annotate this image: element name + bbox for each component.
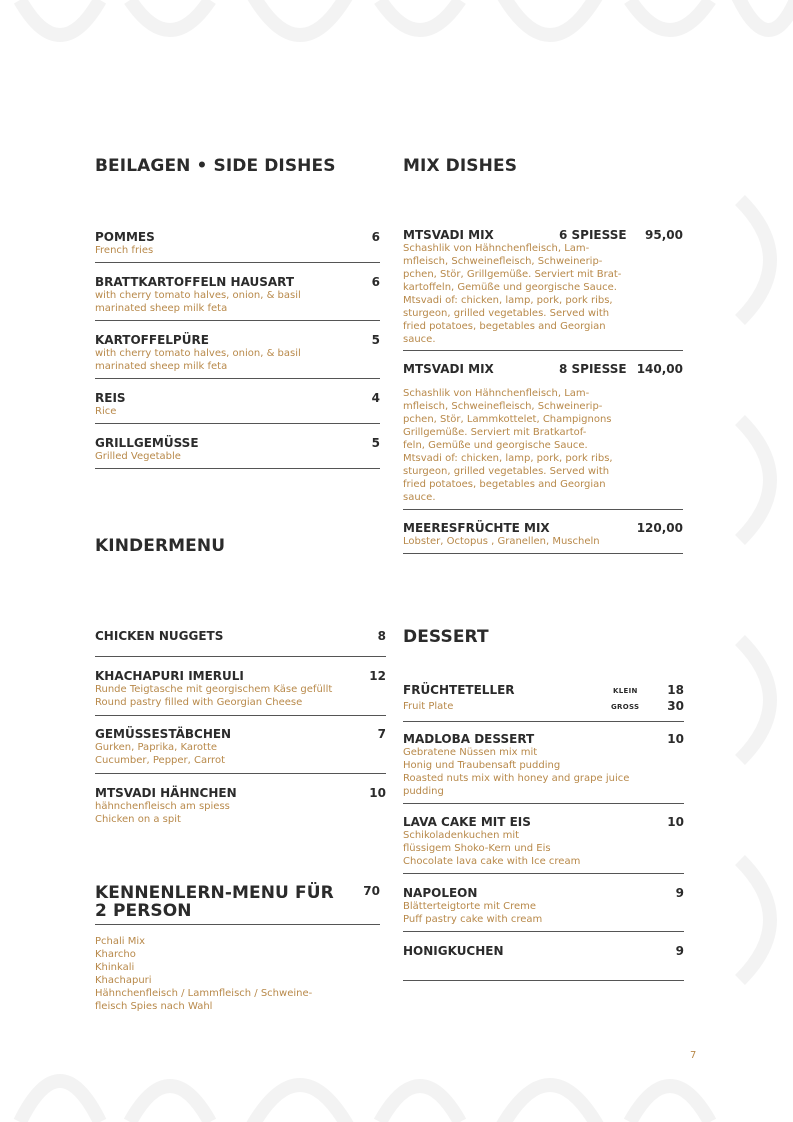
page-number: 7 [690, 1050, 697, 1061]
item-description: Schashlik von Hähnchenfleisch, Lam- mfleisch, Schweinefleisch, Schweinerip- pchen, Stör, Grillgemüße. Serviert mit Brat- kartoffeln, Gemüße und georgische Sauce. Mtsvadi of: chicken, lamp, pork, pork ribs, sturgeon, grilled vegetables. Served with fried potatoes, begetables and Georgian sauce. [403, 243, 622, 345]
mix-dish-item [403, 521, 683, 548]
divider [403, 721, 684, 722]
divider [403, 873, 684, 874]
item-name: GRILLGEMÜSSE [95, 436, 199, 450]
divider [403, 553, 683, 554]
dessert-item [403, 886, 684, 926]
item-price: 140,00 [636, 362, 683, 376]
size-label-small: KLEIN [613, 687, 638, 695]
item-price: 12 [369, 669, 386, 683]
item-price: 4 [371, 391, 380, 405]
item-description: Schashlik von Hähnchenfleisch, Lam- mfleisch, Schweinefleisch, Schweinerip- pchen, Stör, Lammkottelet, Champignons Grillgemüße. Serviert mit Bratkartof- feln, Gemüße und georgische Sauce. Mtsvadi of: chicken, lamp, pork, pork ribs, sturgeon, grilled vegetables. Served with fried potatoes, begetables and Georgian sauce. [403, 388, 613, 503]
item-name: KARTOFFELPÜRE [95, 333, 209, 347]
section-title-kindermenu: KINDERMENU [95, 536, 226, 556]
kinder-item [95, 669, 386, 709]
divider [403, 931, 684, 932]
item-price: 70 [363, 884, 380, 898]
item-name: CHICKEN NUGGETS [95, 629, 224, 643]
divider [403, 509, 683, 510]
item-name: NAPOLEON [403, 886, 478, 900]
item-name: MADLOBA DESSERT [403, 732, 535, 746]
item-name: HONIGKUCHEN [403, 944, 504, 958]
divider [95, 773, 386, 774]
size-label-large: GROSS [611, 703, 640, 711]
item-price: 10 [667, 815, 684, 829]
item-price: 120,00 [636, 521, 683, 535]
item-price: 9 [675, 886, 684, 900]
item-price-small: 18 [667, 683, 684, 697]
item-price: 95,00 [645, 228, 683, 242]
item-price: 9 [675, 944, 684, 958]
item-description: Pchali Mix Kharcho Khinkali Khachapuri Hähnchenfleisch / Lammfleisch / Schweine- fleisch Spies nach Wahl [95, 936, 313, 1012]
divider [95, 656, 386, 657]
dessert-item [403, 944, 684, 958]
item-price: 8 [377, 629, 386, 643]
item-name: MTSVADI MIX [403, 362, 494, 376]
item-name: BRATTKARTOFFELN HAUSART [95, 275, 295, 289]
item-name: FRÜCHTETELLER [403, 683, 515, 697]
section-title-dessert: DESSERT [403, 627, 489, 647]
divider [95, 262, 380, 263]
side-dish-item [95, 436, 380, 463]
item-description: Fruit Plate [403, 701, 454, 712]
kennenlern-contents [95, 935, 380, 1013]
item-price: 5 [371, 333, 380, 347]
divider [403, 350, 683, 351]
item-name: MTSVADI HÄHNCHEN [95, 786, 237, 800]
item-description: Gurken, Paprika, Karotte Cucumber, Pepper, Carrot [95, 742, 225, 766]
divider [403, 803, 684, 804]
divider [95, 924, 380, 925]
item-name: MEERESFRÜCHTE MIX [403, 521, 550, 535]
side-dish-item [95, 333, 380, 373]
dessert-item [403, 732, 684, 798]
section-title-kennenlern: KENNENLERN-MENU FÜR 2 PERSON [95, 883, 334, 921]
kinder-item [95, 727, 386, 767]
item-name: GEMÜSSESTÄBCHEN [95, 727, 232, 741]
mix-dish-item [403, 228, 683, 346]
divider [95, 715, 386, 716]
item-description: Grilled Vegetable [95, 451, 181, 462]
item-description: Blätterteigtorte mit Creme Puff pastry cake with cream [403, 901, 543, 925]
divider [95, 320, 380, 321]
mix-dish-item [403, 362, 683, 504]
item-price: 5 [371, 436, 380, 450]
item-description: with cherry tomato halves, onion, & basil marinated sheep milk feta [95, 348, 301, 372]
item-description: hähnchenfleisch am spiess Chicken on a spit [95, 801, 230, 825]
item-description: Rice [95, 406, 117, 417]
item-name: MTSVADI MIX [403, 228, 494, 242]
divider [95, 423, 380, 424]
item-price: 10 [369, 786, 386, 800]
item-description: Runde Teigtasche mit georgischem Käse gefüllt Round pastry filled with Georgian Cheese [95, 684, 333, 708]
item-name: REIS [95, 391, 126, 405]
item-description: with cherry tomato halves, onion, & basil marinated sheep milk feta [95, 290, 301, 314]
kinder-item [95, 629, 386, 643]
item-name: LAVA CAKE MIT EIS [403, 815, 531, 829]
divider [403, 980, 684, 981]
kennenlern-menu [95, 884, 380, 920]
side-dish-item [95, 230, 380, 257]
item-portion: 8 SPIESSE [559, 362, 627, 376]
item-description: French fries [95, 245, 154, 256]
section-title-mix-dishes: MIX DISHES [403, 156, 518, 176]
item-price: 6 [371, 275, 380, 289]
dessert-item [403, 683, 684, 713]
item-name: POMMES [95, 230, 155, 244]
item-price-large: 30 [667, 699, 684, 713]
dessert-item [403, 815, 684, 868]
item-description: Lobster, Octopus , Granellen, Muscheln [403, 536, 600, 547]
item-description: Schikoladenkuchen mit flüssigem Shoko-Kern und Eis Chocolate lava cake with Ice cream [403, 830, 581, 867]
item-description: Gebratene Nüssen mix mit Honig und Traubensaft pudding Roasted nuts mix with honey and grape juice pudding [403, 747, 630, 797]
side-dish-item [95, 275, 380, 315]
item-price: 7 [377, 727, 386, 741]
kinder-item [95, 786, 386, 826]
item-portion: 6 SPIESSE [559, 228, 627, 242]
section-title-side-dishes: BEILAGEN • SIDE DISHES [95, 156, 336, 176]
divider [95, 378, 380, 379]
item-price: 6 [371, 230, 380, 244]
divider [95, 468, 380, 469]
side-dish-item [95, 391, 380, 418]
item-name: KHACHAPURI IMERULI [95, 669, 244, 683]
item-price: 10 [667, 732, 684, 746]
